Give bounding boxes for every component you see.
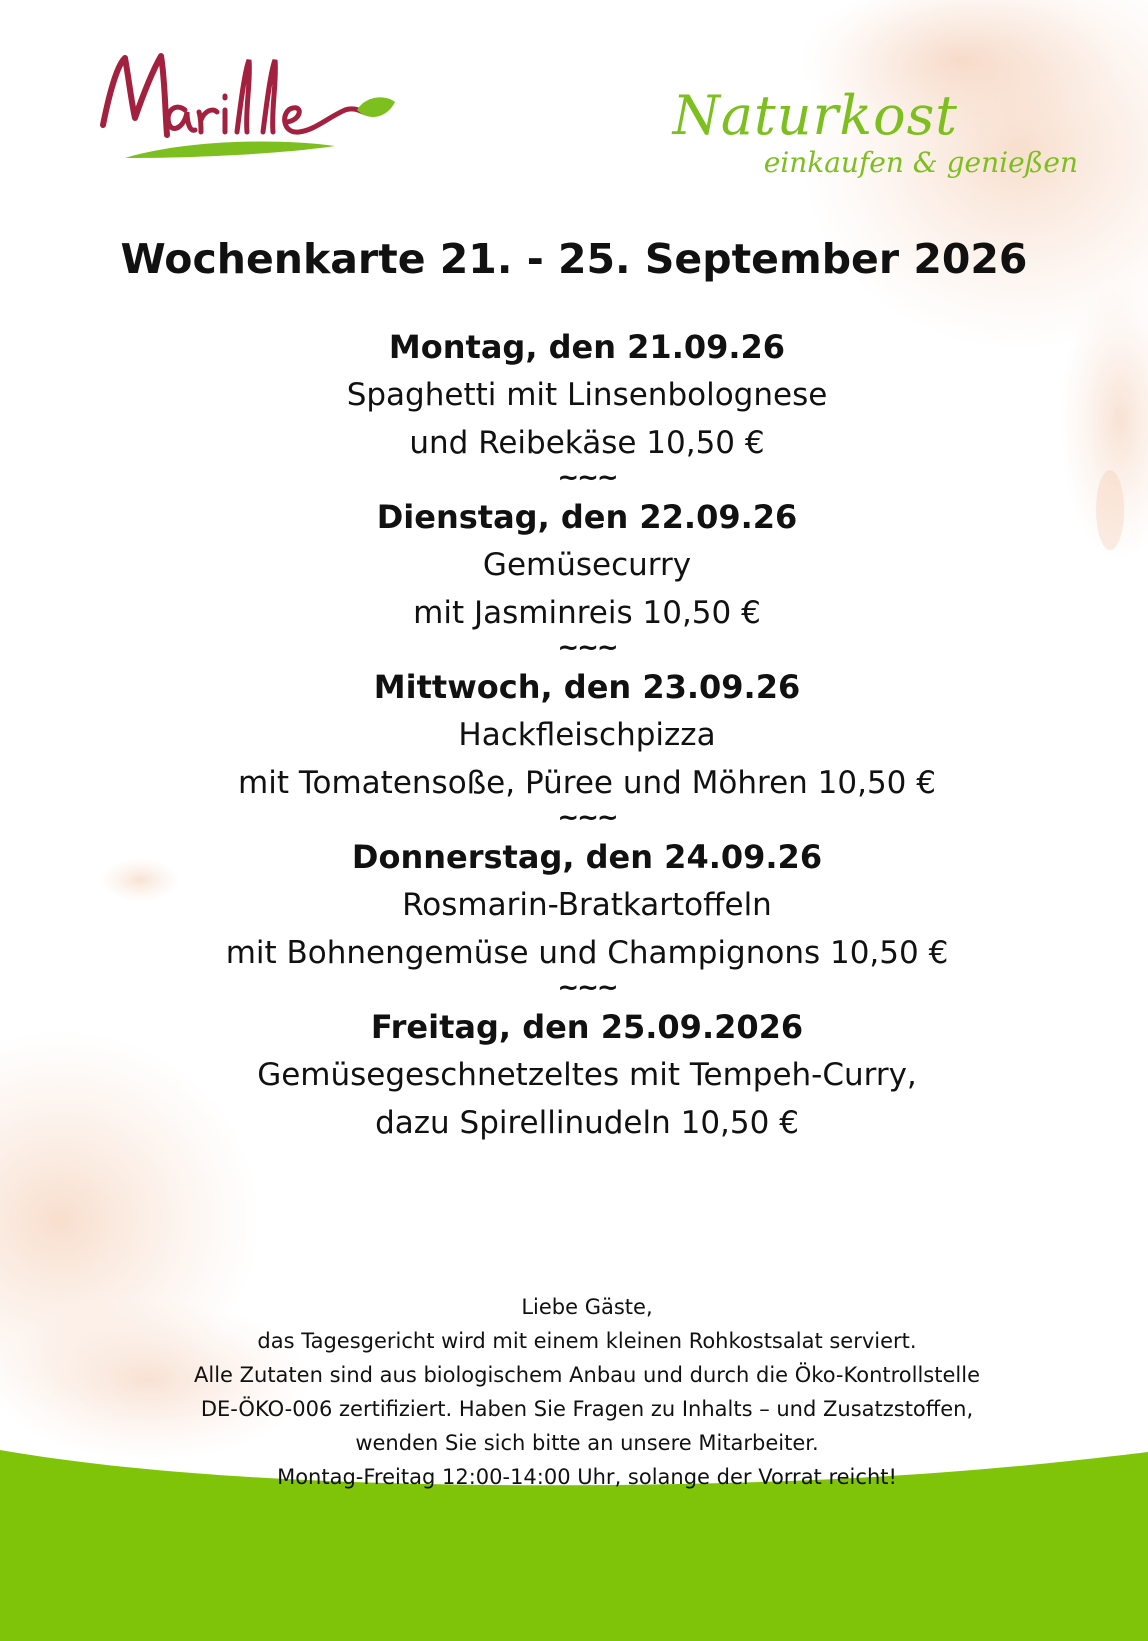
day-heading-thursday: Donnerstag, den 24.09.26 <box>351 838 823 876</box>
dish-line: mit Jasminreis 10,50 € <box>413 595 761 631</box>
naturkost-subtitle: einkaufen & genießen <box>763 146 1078 179</box>
separator: ~~~ <box>557 973 617 1003</box>
guest-note <box>0 1290 1148 1494</box>
day-heading-monday: Montag, den 21.09.26 <box>388 328 786 366</box>
note-line: Montag-Freitag 12:00-14:00 Uhr, solange der Vorrat reicht! <box>277 1465 897 1489</box>
separator: ~~~ <box>557 803 617 833</box>
dish-line: dazu Spirellinudeln 10,50 € <box>375 1105 799 1141</box>
day-heading-tuesday: Dienstag, den 22.09.26 <box>376 498 798 536</box>
dish-line: Gemüsegeschnetzeltes mit Tempeh-Curry, <box>257 1057 917 1093</box>
note-line: wenden Sie sich bitte an unsere Mitarbeiter. <box>355 1431 819 1455</box>
dish-line: und Reibekäse 10,50 € <box>409 425 765 461</box>
separator: ~~~ <box>557 463 617 493</box>
note-line: Liebe Gäste, <box>521 1295 653 1319</box>
dish-line: mit Tomatensoße, Püree und Möhren 10,50 € <box>238 765 936 801</box>
dish-line: mit Bohnengemüse und Champignons 10,50 € <box>225 935 949 971</box>
note-line: DE-ÖKO-006 zertifiziert. Haben Sie Fragen zu Inhalts – und Zusatzstoffen, <box>200 1397 974 1421</box>
dish-line: Hackfleischpizza <box>458 717 716 753</box>
page-title: Wochenkarte 21. - 25. September 2026 <box>120 235 1028 283</box>
note-line: Alle Zutaten sind aus biologischem Anbau und durch die Öko-Kontrollstelle <box>194 1363 980 1387</box>
dish-line: Spaghetti mit Linsenbolognese <box>346 377 828 413</box>
marille-logo <box>95 40 405 180</box>
weekly-menu <box>0 323 1148 1147</box>
naturkost-title: Naturkost <box>672 84 958 147</box>
naturkost-header <box>644 84 1078 180</box>
day-heading-wednesday: Mittwoch, den 23.09.26 <box>373 668 801 706</box>
day-heading-friday: Freitag, den 25.09.2026 <box>370 1008 804 1046</box>
separator: ~~~ <box>557 633 617 663</box>
dish-line: Gemüsecurry <box>482 547 692 583</box>
note-line: das Tagesgericht wird mit einem kleinen Rohkostsalat serviert. <box>257 1329 917 1353</box>
dish-line: Rosmarin-Bratkartoffeln <box>402 887 772 923</box>
